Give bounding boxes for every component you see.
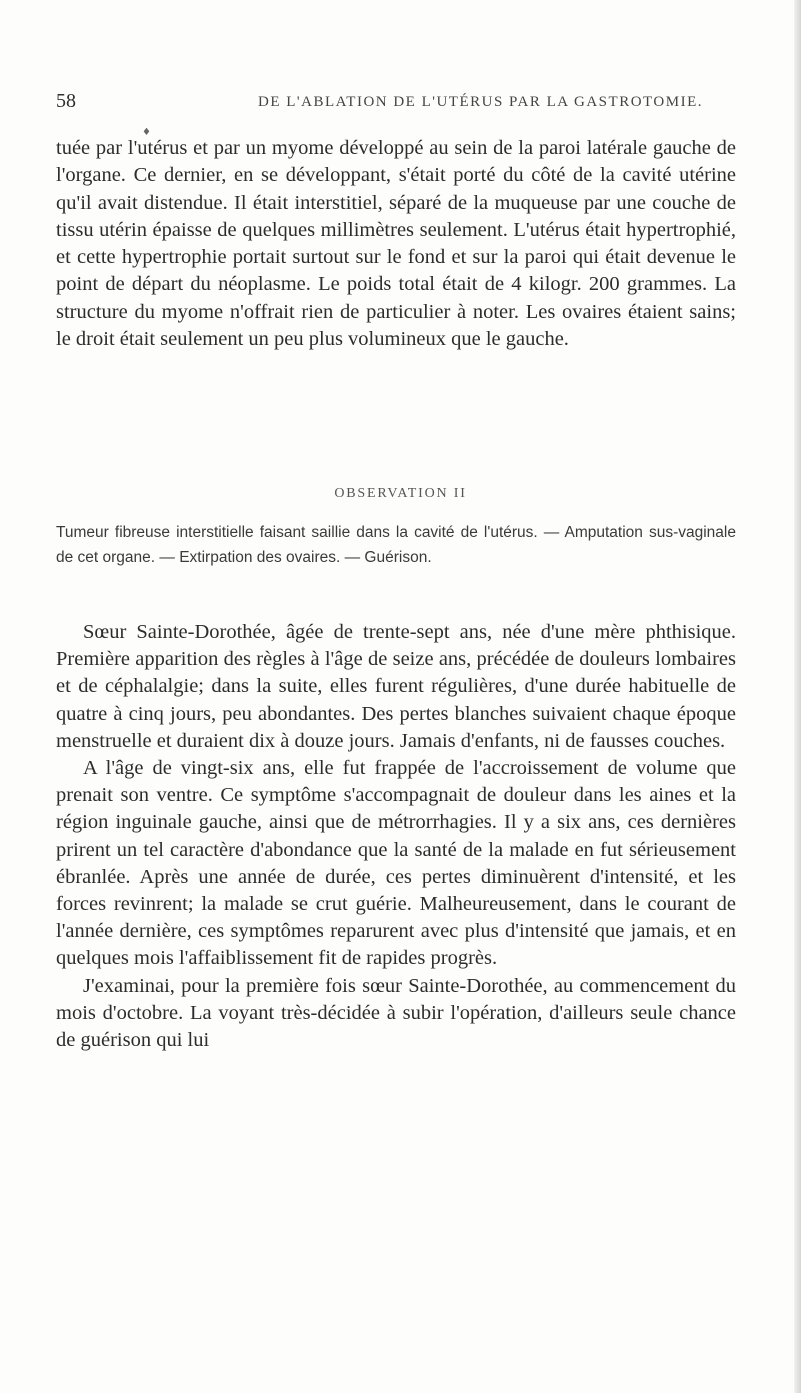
body-paragraph: A l'âge de vingt-six ans, elle fut frappée de l'accroissement de volume que prenait son ventre. Ce symptôme s'accompagnait de douleur dans les aines et la région inguinale gauche, ainsi que de métrorrhagies. Il y a six ans, ces dernières prirent un tel caractère d'abondance que la santé de la malade en fut sérieusement ébranlée. Après une année de durée, ces pertes diminuèrent d'intensité, et les forces revinrent; la malade se crut guérie. Malheureusement, dans le courant de l'année dernière, ces symptômes reparurent avec plus d'intensité que jamais, et en quelques mois l'affaiblissement fit de rapides progrès.	[56, 757, 736, 970]
continued-paragraph	[56, 135, 736, 353]
page-header	[40, 90, 760, 116]
observation-body	[56, 619, 736, 1054]
body-paragraph: Sœur Sainte-Dorothée, âgée de trente-sept ans, née d'une mère phthisique. Première apparition des règles à l'âge de seize ans, précédée de douleurs lombaires et de céphalalgie; dans la suite, elles furent régulières, d'une durée habituelle de quatre à cinq jours, peu abondantes. Des pertes blanches suivaient chaque époque menstruelle et duraient dix à douze jours. Jamais d'enfants, ni de fausses couches.	[56, 621, 736, 752]
body-paragraph: J'examinai, pour la première fois sœur Sainte-Dorothée, au commencement du mois d'octobre. La voyant très-décidée à subir l'opération, d'ailleurs seule chance de guérison qui lui	[56, 974, 736, 1052]
ink-mark: ♦	[142, 127, 151, 138]
page-edge-shadow	[794, 0, 801, 1393]
page-number: 58	[56, 90, 76, 112]
running-title: DE L'ABLATION DE L'UTÉRUS PAR LA GASTROTOMIE.	[258, 94, 703, 110]
observation-title: OBSERVATION II	[334, 486, 467, 501]
observation-summary: Tumeur fibreuse interstitielle faisant saillie dans la cavité de l'utérus. — Amputation sus-vaginale de cet organe. — Extirpation des ovaires. — Guérison.	[56, 524, 736, 566]
paragraph-text: tuée par l'utérus et par un myome développé au sein de la paroi latérale gauche de l'organe. Ce dernier, en se développant, s'était porté du côté de la cavité utérine qu'il avait distendue. Il était interstitiel, séparé de la muqueuse par une couche de tissu utérin épaisse de quelques millimètres seulement. L'utérus était hypertrophié, et cette hypertrophie portait surtout sur le fond et sur la paroi qui était devenue le point de départ du néoplasme. Le poids total était de 4 kilogr. 200 grammes. La structure du myome n'offrait rien de particulier à noter. Les ovaires étaient sains; le droit était seulement un peu plus volumineux que le gauche.	[56, 137, 736, 351]
